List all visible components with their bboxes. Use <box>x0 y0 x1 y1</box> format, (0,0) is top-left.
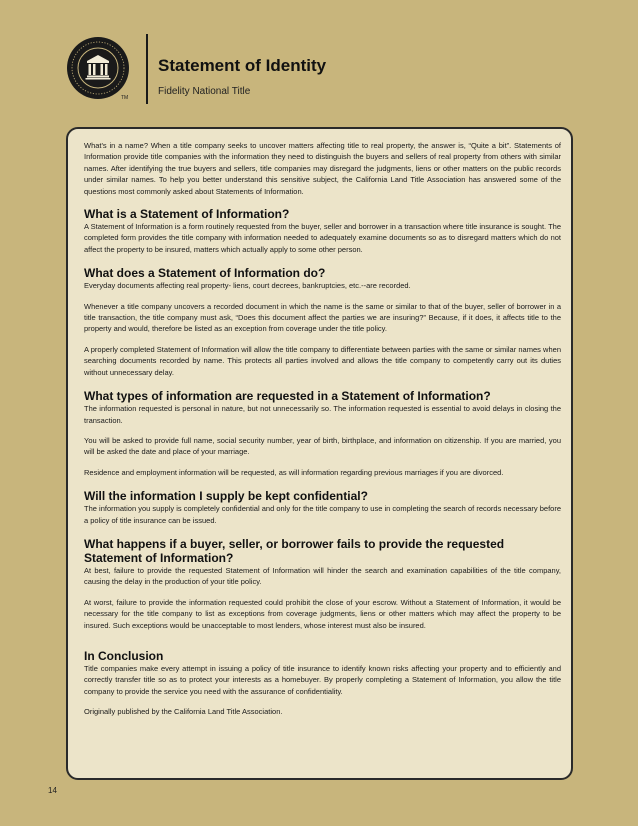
section-paragraph: The information requested is personal in nature, but not unnecessarily so. The information requested is essential to avoid delays in closing the transaction. <box>84 404 561 425</box>
company-name: Fidelity National Title <box>158 86 251 97</box>
section-paragraph: The information you supply is completely confidential and only for the title company to use in completing the search of records necessary before a policy of title insurance can be issued. <box>84 504 561 525</box>
section-paragraph: At worst, failure to provide the information requested could prohibit the close of your escrow. Without a Statement of Information, it would be necessary for the title company to list as exceptions from coverage judgments, liens or other matters which may affect the property to be insured. Such exceptions would be unacceptable to most lenders, whose interest must also be insured. <box>84 597 561 630</box>
section-paragraph: Title companies make every attempt in issuing a policy of title insurance to identify known risks affecting your property and to efficiently and correctly transfer title so as to protect your interests as a homebuyer. By properly completing a Statement of Information, you allow the title company to provide the service you need with the assurance of confidentiality. <box>84 663 561 696</box>
section-heading: In Conclusion <box>84 648 164 663</box>
section-heading: Will the information I supply be kept confidential? <box>84 489 368 504</box>
fidelity-logo-seal <box>66 36 130 100</box>
page-title: Statement of Identity <box>158 56 327 75</box>
section-paragraph: At best, failure to provide the requested Statement of Information will hinder the search and examination capabilities of the title company, causing the delay in the production of your title policy. <box>84 565 561 587</box>
intro-paragraph: What's in a name? When a title company seeks to uncover matters affecting title to real property, the answer is, “Quite a bit”. Statements of Information provide title companies with the information they need to distinguish the buyers and sellers of real property from others with similar names. After identifying the true buyers and sellers, title companies may disregard the judgments, liens or other matters on the public records under similar names. To help you better understand this sensitive subject, the California Land Title Association has answered some of the questions most commonly asked about Statements of Information. <box>84 141 561 196</box>
trademark-mark: TM <box>121 95 129 101</box>
section-paragraph: Whenever a title company uncovers a recorded document in which the name is the same or similar to that of the buyer, seller of borrower in a title transaction, the title company must ask, “Does this document affect the parties we are insuring?” Because, if it does, it affects title to the property and would, therefore be listed as an exception from coverage under the title policy. <box>84 301 561 334</box>
section-paragraph: Residence and employment information will be requested, as will information regarding previous marriages if you are divorced. <box>84 467 504 477</box>
section-paragraph: A Statement of Information is a form routinely requested from the buyer, seller and borrower in a transaction where title insurance is sought. The completed form provides the title company with information needed to adequately examine documents so as to disregard matters which do not affect the property to be insured, matters which actually apply to some other person. <box>84 222 561 254</box>
attribution-note: Originally published by the California Land Title Association. <box>84 707 283 717</box>
section-heading: What is a Statement of Information? <box>84 207 290 222</box>
section-heading: What happens if a buyer, seller, or borrower fails to provide the requested Statement of Information? <box>84 536 505 565</box>
section-paragraph: A properly completed Statement of Information will allow the title company to differentiate between parties with the same or similar names when searching documents recorded by name. This protects all parties involved and allows the title company to competently carry out its duties without unnecessary delay. <box>84 344 561 377</box>
header-divider <box>146 34 148 104</box>
section-paragraph: Everyday documents affecting real property- liens, court decrees, bankruptcies, etc.--are recorded. <box>84 281 411 291</box>
content-body <box>84 140 561 718</box>
section-heading: What types of information are requested in a Statement of Information? <box>84 389 491 404</box>
section-paragraph: You will be asked to provide full name, social security number, year of birth, birthplace, and information on citizenship. If you are married, you will be asked the date and place of your marriage. <box>84 435 561 457</box>
section-heading: What does a Statement of Information do? <box>84 266 326 281</box>
page-number: 14 <box>48 786 57 795</box>
